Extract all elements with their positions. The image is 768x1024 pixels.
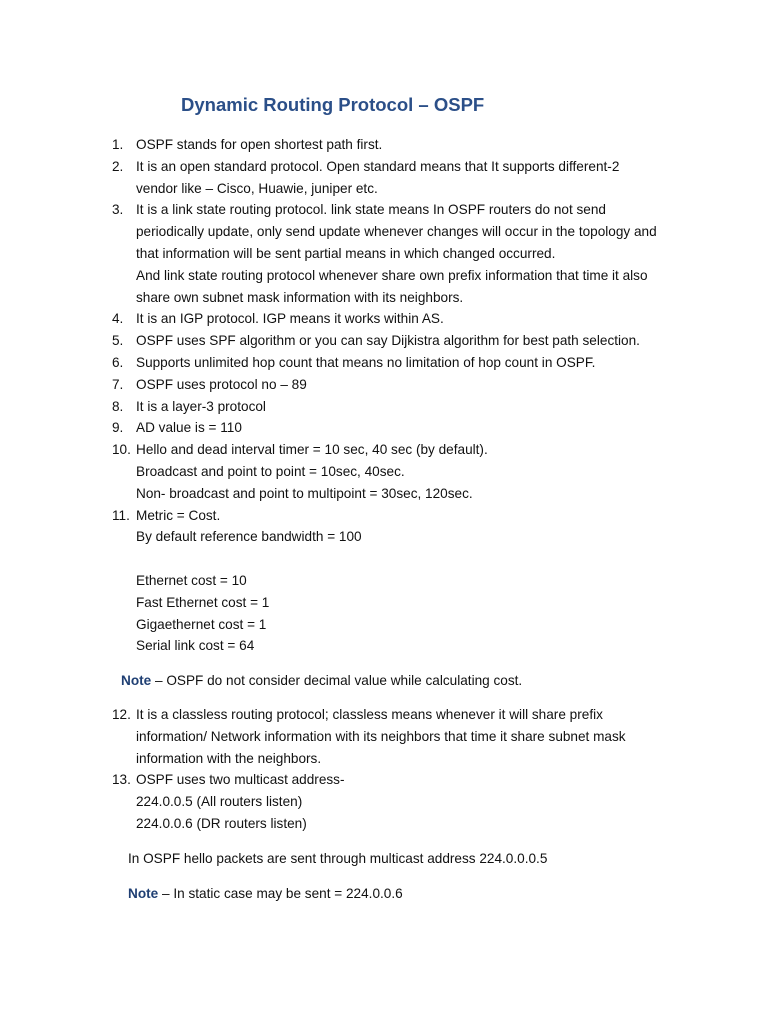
list-item-number: 10. xyxy=(112,442,131,458)
list-item-text: Supports unlimited hop count that means no limitation of hop count in OSPF. xyxy=(136,355,596,370)
list-item-text: 224.0.0.6 (DR routers listen) xyxy=(136,816,307,831)
list-item-text: Ethernet cost = 10 xyxy=(136,573,247,588)
list-item-text: OSPF uses protocol no – 89 xyxy=(136,376,307,392)
note-2-text: – In static case may be sent = 224.0.0.6 xyxy=(158,886,403,901)
list-item-text: Gigaethernet cost = 1 xyxy=(136,616,267,632)
list-item-text: that information will be sent partial means in which changed occurred. xyxy=(136,246,556,261)
list-item-text: OSPF stands for open shortest path first. xyxy=(136,137,383,152)
list-item-text: And link state routing protocol whenever share own prefix information that time it also xyxy=(136,267,648,283)
list-item-number: 12. xyxy=(112,707,131,722)
list-item-number: 13. xyxy=(112,772,131,788)
list-item-text: It is a link state routing protocol. link state means In OSPF routers do not send xyxy=(136,202,606,218)
list-item-number: 7. xyxy=(112,376,124,392)
note-1-label: Note xyxy=(121,673,152,688)
list-item-text: Broadcast and point to point = 10sec, 40sec. xyxy=(136,464,405,479)
list-item-number: 1. xyxy=(112,137,124,152)
note-1-text: – OSPF do not consider decimal value while calculating cost. xyxy=(151,673,523,688)
list-item-number: 2. xyxy=(112,158,124,174)
list-item-text: information with the neighbors. xyxy=(136,750,322,766)
list-item-number: 9. xyxy=(112,420,124,436)
list-item-text: information/ Network information with its neighbors that time it share subnet mask xyxy=(136,728,626,744)
list-item-text: 224.0.0.5 (All routers listen) xyxy=(136,794,303,810)
hello-packets-line: In OSPF hello packets are sent through multicast address 224.0.0.0.5 xyxy=(128,851,548,866)
list-item-number: 11. xyxy=(112,507,130,523)
page-title: Dynamic Routing Protocol – OSPF xyxy=(181,94,485,115)
list-item-number: 6. xyxy=(112,355,124,370)
list-item-text: It is a layer-3 protocol xyxy=(136,398,266,414)
list-item-text: vendor like – Cisco, Huawie, juniper etc. xyxy=(136,180,378,196)
list-item-number: 8. xyxy=(112,398,124,414)
list-item-text: Fast Ethernet cost = 1 xyxy=(136,594,270,610)
list-item-text: Hello and dead interval timer = 10 sec, 40 sec (by default). xyxy=(136,442,488,458)
list-item-text: Non- broadcast and point to multipoint = 30sec, 120sec. xyxy=(136,485,473,501)
list-item-text: It is a classless routing protocol; classless means whenever it will share prefix xyxy=(136,707,603,722)
list-item-text: It is an IGP protocol. IGP means it works within AS. xyxy=(136,311,444,327)
list-item-text: OSPF uses SPF algorithm or you can say Dijkistra algorithm for best path selection. xyxy=(136,333,640,349)
list-item-text: By default reference bandwidth = 100 xyxy=(136,529,362,545)
list-item-text: periodically update, only send update whenever changes will occur in the topology and xyxy=(136,224,657,240)
note-2 xyxy=(128,885,403,903)
list-item-number: 4. xyxy=(112,311,124,327)
list-item-text: Serial link cost = 64 xyxy=(136,638,255,654)
list-item-number: 5. xyxy=(112,333,124,349)
list-item-number: 3. xyxy=(112,202,124,218)
list-item-text: share own subnet mask information with its neighbors. xyxy=(136,289,464,305)
list-item-text: OSPF uses two multicast address- xyxy=(136,772,345,788)
list-item-text: Metric = Cost. xyxy=(136,507,221,523)
list-item-text: AD value is = 110 xyxy=(136,420,242,436)
note-1 xyxy=(121,672,522,690)
list-item-text: It is an open standard protocol. Open standard means that It supports different-2 xyxy=(136,158,620,174)
note-2-label: Note xyxy=(128,886,159,901)
